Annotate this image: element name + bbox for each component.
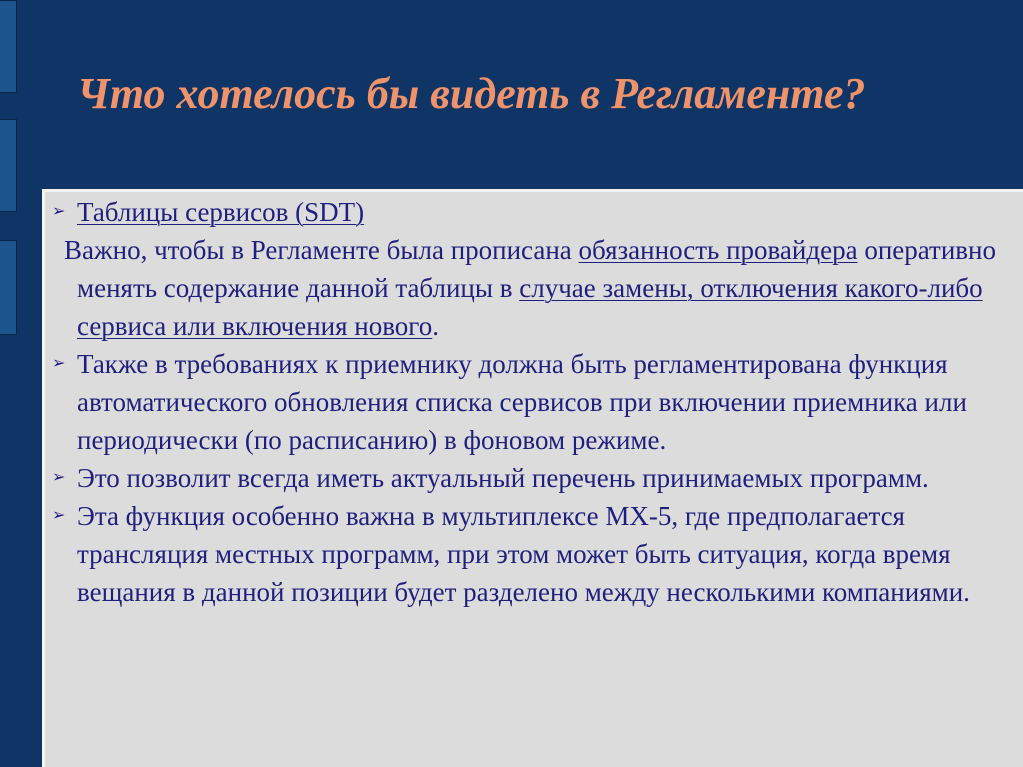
text-run: оперативно менять содержание данной таблицы в bbox=[77, 235, 996, 303]
list-item bbox=[42, 231, 1023, 345]
list-item bbox=[42, 193, 1023, 231]
underlined-text: обязанность провайдера bbox=[578, 235, 858, 265]
arrow-bullet-icon: ➢ bbox=[52, 355, 66, 372]
arrow-bullet-icon: ➢ bbox=[52, 469, 66, 486]
edge-tab-2 bbox=[0, 119, 17, 212]
text-run: Это позволит всегда иметь актуальный перечень принимаемых программ. bbox=[77, 463, 929, 493]
arrow-bullet-icon: ➢ bbox=[52, 507, 66, 524]
edge-tab-1 bbox=[0, 0, 17, 93]
text-run: . bbox=[432, 311, 439, 341]
underlined-text: случае замены, отключения какого-либо сервиса или включения нового bbox=[77, 273, 983, 341]
text-run: Также в требованиях к приемнику должна быть регламентирована функция автоматического обновления списка сервисов при включении приемника или периодически (по расписанию) в фоновом режиме. bbox=[77, 349, 967, 455]
slide-content bbox=[42, 189, 1023, 767]
arrow-bullet-icon: ➢ bbox=[52, 203, 66, 220]
list-item bbox=[42, 459, 1023, 497]
list-item bbox=[42, 497, 1023, 611]
slide-title: Что хотелось бы видеть в Регламенте? bbox=[77, 69, 866, 118]
sdt-heading: Таблицы сервисов (SDT) bbox=[77, 197, 365, 227]
text-run: Эта функция особенно важна в мультиплексе MX-5, где предполагается трансляция местных программ, при этом может быть ситуация, когда время вещания в данной позиции будет разделено между несколькими компаниями. bbox=[77, 501, 970, 607]
edge-tab-3 bbox=[0, 240, 17, 335]
text-run: Важно, чтобы в Регламенте была прописана bbox=[64, 235, 579, 265]
list-item bbox=[42, 345, 1023, 459]
